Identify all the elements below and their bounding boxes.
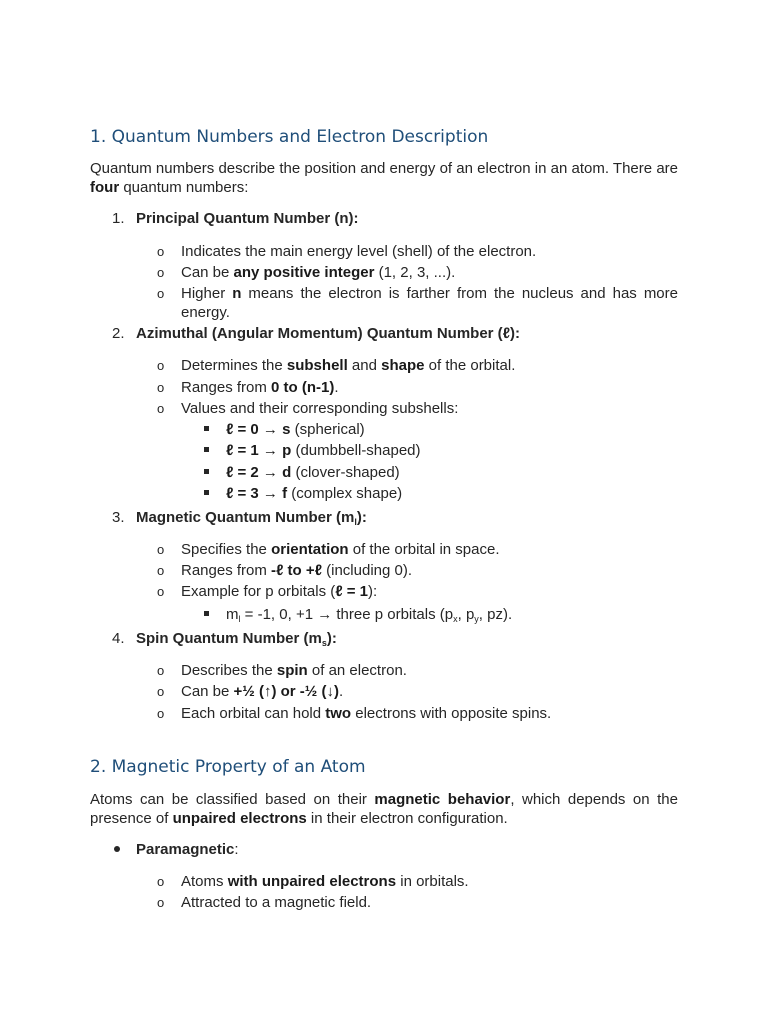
square-bullet — [204, 490, 209, 495]
circle-bullet: o — [157, 358, 165, 373]
circle-bullet: o — [157, 542, 165, 557]
circle-bullet: o — [157, 286, 165, 301]
bullet-dot — [114, 846, 120, 852]
example-item: $m_l = -1$, 0, +1 → three p orbitals ($p_x$, $p_y$, pz). — [226, 606, 513, 624]
list-number: 3. — [112, 509, 125, 526]
list-number: 4. — [112, 630, 125, 647]
section-heading-quantum-numbers: 1. Quantum Numbers and Electron Description — [90, 127, 489, 147]
list-number: 1. — [112, 210, 125, 227]
circle-bullet: o — [157, 706, 165, 721]
intro-paragraph — [90, 159, 678, 197]
subshell-item: ℓ = 0 → s (spherical) — [226, 421, 365, 438]
circle-bullet: o — [157, 874, 165, 889]
list-item: Values and their corresponding subshells: — [181, 400, 459, 417]
square-bullet — [204, 426, 209, 431]
square-bullet — [204, 611, 209, 616]
list-item: Each orbital can hold two electrons with opposite spins. — [181, 705, 552, 722]
circle-bullet: o — [157, 401, 165, 416]
list-item: Can be +½ (↑) or -½ (↓). — [181, 683, 344, 700]
list-item: Ranges from -ℓ to +ℓ (including 0). — [181, 562, 413, 579]
circle-bullet: o — [157, 244, 165, 259]
circle-bullet: o — [157, 265, 165, 280]
list-item: Example for p orbitals (ℓ = 1): — [181, 583, 378, 600]
square-bullet — [204, 469, 209, 474]
circle-bullet: o — [157, 895, 165, 910]
list-item: Higher n means the electron is farther from the nucleus and has more energy. — [181, 285, 678, 321]
list-item: Ranges from 0 to (n-1). — [181, 379, 339, 396]
section2-paragraph: Atoms can be classified based on their magnetic behavior, which depends on the presence of unpaired electrons in their electron configuration. — [90, 791, 678, 827]
circle-bullet: o — [157, 663, 165, 678]
list-item: Specifies the orientation of the orbital in space. — [181, 541, 500, 558]
section-heading-magnetic-property: 2. Magnetic Property of an Atom — [90, 757, 366, 777]
item-title-magnetic: Magnetic Quantum Number $(m_l)$: — [136, 509, 367, 527]
list-item: Attracted to a magnetic field. — [181, 894, 372, 911]
circle-bullet: o — [157, 684, 165, 699]
paramagnetic-title: Paramagnetic: — [136, 841, 239, 858]
list-item: Describes the spin of an electron. — [181, 662, 407, 679]
circle-bullet: o — [157, 584, 165, 599]
item-title-principal: Principal Quantum Number (n): — [136, 210, 359, 227]
subshell-item: ℓ = 2 → d (clover-shaped) — [226, 464, 400, 481]
circle-bullet: o — [157, 380, 165, 395]
square-bullet — [204, 447, 209, 452]
intro-text-end: quantum numbers: — [119, 179, 249, 196]
list-item: Indicates the main energy level (shell) of the electron. — [181, 243, 537, 260]
item-title-spin: Spin Quantum Number $(m_s)$: — [136, 630, 337, 648]
subshell-item: ℓ = 1 → p (dumbbell-shaped) — [226, 442, 421, 459]
subshell-item: ℓ = 3 → f (complex shape) — [226, 485, 403, 502]
intro-text: Quantum numbers describe the position and energy of an electron in an atom. There are — [90, 160, 678, 177]
list-item: Determines the subshell and shape of the orbital. — [181, 357, 516, 374]
list-item: Can be any positive integer (1, 2, 3, ...). — [181, 264, 456, 281]
circle-bullet: o — [157, 563, 165, 578]
list-item: Atoms with unpaired electrons in orbitals. — [181, 873, 469, 890]
item-title-azimuthal: Azimuthal (Angular Momentum) Quantum Number (ℓ): — [136, 325, 520, 342]
list-number: 2. — [112, 325, 125, 342]
intro-bold: four — [90, 179, 120, 196]
